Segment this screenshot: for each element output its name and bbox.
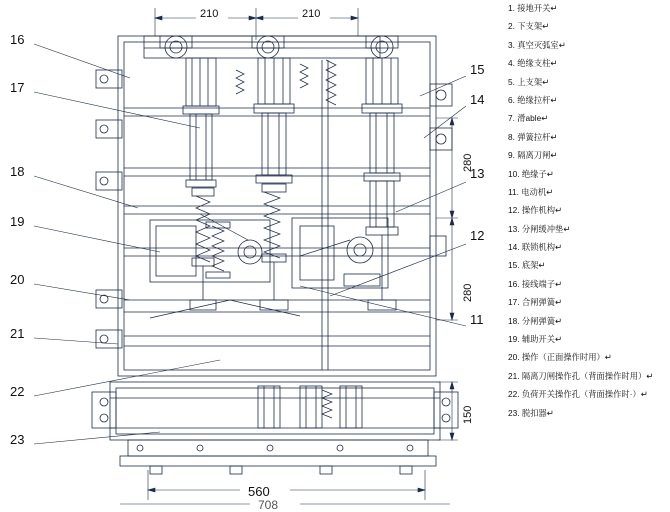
list-item: 23. 脱扣器↵ <box>508 407 554 418</box>
list-item: 19. 辅助开关↵ <box>508 334 562 345</box>
list-item: 7. 滑able↵ <box>508 113 549 124</box>
list-item: 18. 分闸弹簧↵ <box>508 315 562 326</box>
dimension-bottom-main: 560 <box>248 484 270 499</box>
callout-12: 12 <box>470 228 485 243</box>
dimension-top-right: 210 <box>302 8 321 20</box>
list-item: 16. 接线端子↵ <box>508 278 562 289</box>
callout-22: 22 <box>10 384 25 399</box>
list-item: 4. 绝缘支柱↵ <box>508 58 558 69</box>
dimension-right-bottom: 150 <box>462 405 474 424</box>
list-item: 3. 真空灭弧室↵ <box>508 39 566 50</box>
callout-16: 16 <box>10 32 25 47</box>
list-item: 22. 负荷开关操作孔（背面操作时·）↵ <box>508 389 648 400</box>
list-item: 11. 电动机↵ <box>508 186 554 197</box>
list-item: 21. 隔离刀闸操作孔（背面操作时用）↵ <box>508 370 654 381</box>
list-item: 14. 联锁机构↵ <box>508 242 562 253</box>
list-item: 17. 合闸弹簧↵ <box>508 297 562 308</box>
dimension-right-lower: 280 <box>462 283 474 302</box>
list-item: 15. 底架↵ <box>508 260 546 271</box>
list-item: 9. 隔离刀闸↵ <box>508 150 558 161</box>
list-item: 20. 操作（正面操作时用）↵ <box>508 352 612 363</box>
callout-15: 15 <box>470 62 485 77</box>
callout-14: 14 <box>470 92 485 107</box>
callout-21: 21 <box>10 326 25 341</box>
list-item: 2. 下支架↵ <box>508 21 550 32</box>
callout-13: 13 <box>470 166 485 181</box>
list-item: 1. 接地开关↵ <box>508 3 558 13</box>
callout-20: 20 <box>10 272 25 287</box>
dimension-right-upper: 280 <box>462 153 474 172</box>
list-item: 6. 绝缘拉杆↵ <box>508 94 558 105</box>
callout-11: 11 <box>470 312 484 327</box>
list-item: 8. 弹簧拉杆↵ <box>508 131 558 142</box>
callout-18: 18 <box>10 164 25 179</box>
callout-23: 23 <box>10 432 25 447</box>
list-item: 12. 操作机构↵ <box>508 205 562 216</box>
dimension-top-left: 210 <box>200 8 219 20</box>
callout-19: 19 <box>10 214 25 229</box>
legend-list <box>508 4 666 444</box>
list-item: 5. 上支架↵ <box>508 76 550 87</box>
callout-17: 17 <box>10 80 25 95</box>
list-item: 10. 绝缘子↵ <box>508 168 554 179</box>
dimension-bottom-secondary: 708 <box>258 498 279 512</box>
list-item: 13. 分闸缓冲垫↵ <box>508 223 571 234</box>
